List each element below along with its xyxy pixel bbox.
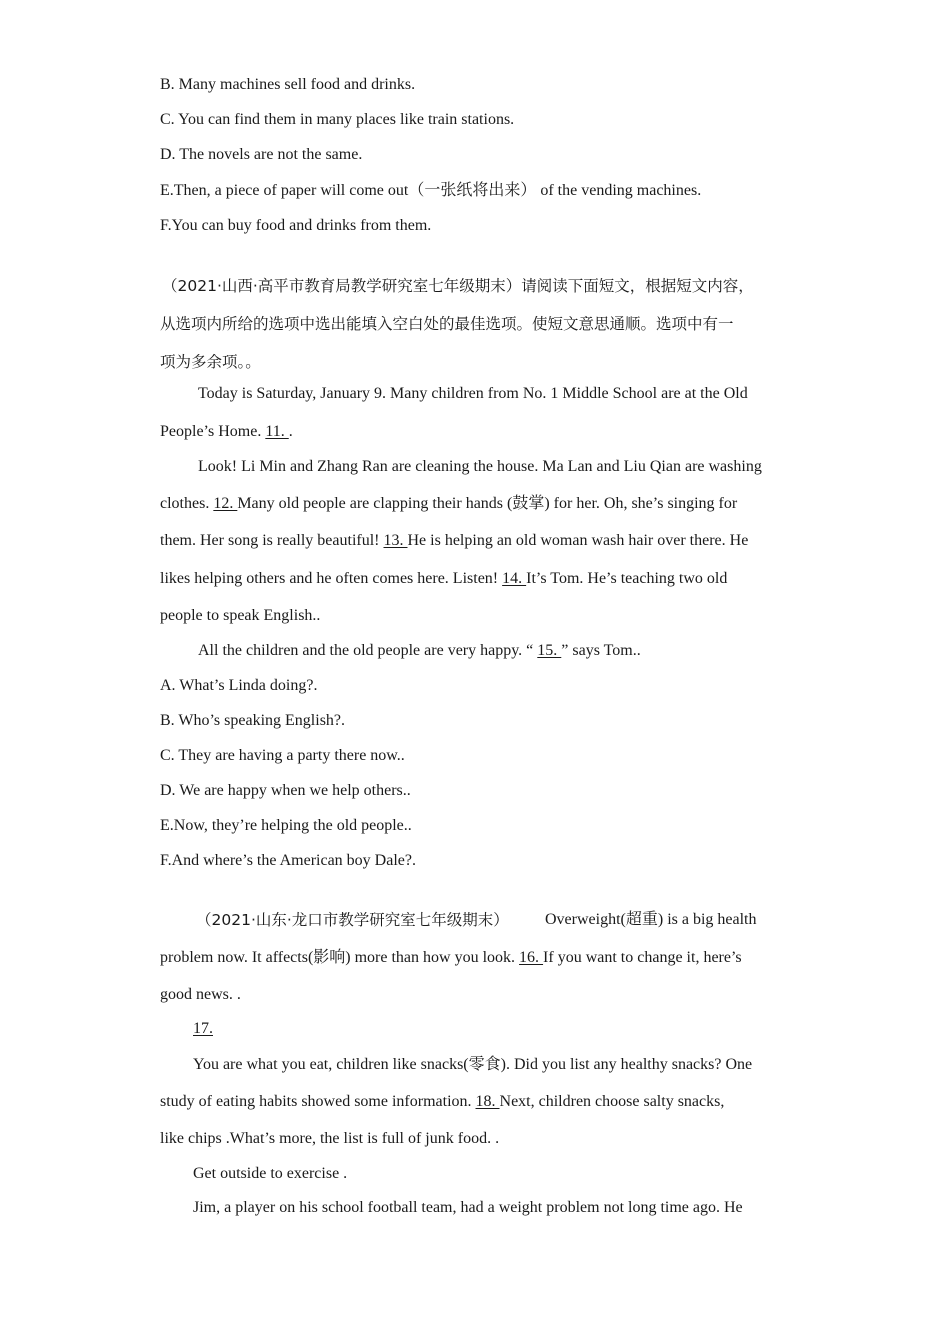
task2-intro-line3: 项为多余项。。 [160, 353, 261, 371]
blank-18: 18. [475, 1093, 500, 1110]
blank-13: 13. [383, 532, 408, 549]
option-c-set2: C. They are having a party there now.. [160, 747, 405, 764]
task2-p2-line2 [160, 494, 737, 514]
blank-17: 17. [193, 1020, 213, 1037]
task2-p2-line5: people to speak English.. [160, 607, 321, 624]
blank-11: 11. [265, 423, 289, 440]
option-d-set1: D. The novels are not the same. [160, 146, 363, 163]
text-run: If you want to change it, here’s [543, 949, 742, 966]
text-run: Many old people are clapping their hands (鼓掌) for her. Oh, she’s singing for [237, 495, 738, 512]
option-b-set2: B. Who’s speaking English?. [160, 712, 346, 729]
option-b-set1: B. Many machines sell food and drinks. [160, 76, 416, 93]
blank-16: 16. [519, 949, 544, 966]
task3-heading: Get outside to exercise . [193, 1165, 348, 1182]
task2-p2-line4 [160, 569, 727, 589]
blank-15: 15. [537, 642, 562, 659]
task3-p1-line1: Overweight(超重) is a big health [545, 911, 757, 928]
text-run: clothes. [160, 495, 214, 512]
task3-heading-blank [193, 1019, 213, 1039]
task3-p3-line1: Jim, a player on his school football team, had a weight problem not long time ago. He [193, 1199, 743, 1216]
option-f-set2: F.And where’s the American boy Dale?. [160, 852, 416, 869]
task2-p2-line3 [160, 531, 748, 551]
text-run: problem now. It affects(影响) more than how you look. [160, 949, 520, 966]
option-e-set1: E.Then, a piece of paper will come out（一张纸将出来） of the vending machines. [160, 182, 702, 199]
blank-12: 12. [213, 495, 238, 512]
task2-intro-line2: 从选项内所给的选项中选出能填入空白处的最佳选项。使短文意思通顺。选项中有一 [160, 315, 734, 333]
option-d-set2: D. We are happy when we help others.. [160, 782, 411, 799]
task2-p2-line1: Look! Li Min and Zhang Ran are cleaning the house. Ma Lan and Liu Qian are washing [198, 458, 762, 475]
task2-intro-line1: （2021·山西·高平市教育局教学研究室七年级期末）请阅读下面短文，根据短文内容， [162, 277, 754, 295]
option-c-set1: C. You can find them in many places like train stations. [160, 111, 515, 128]
task3-p2-line3: like chips .What’s more, the list is full of junk food. . [160, 1130, 500, 1147]
task3-source: （2021·山东·龙口市教学研究室七年级期末） [196, 911, 509, 929]
option-a-set2: A. What’s Linda doing?. [160, 677, 318, 694]
text-run: them. Her song is really beautiful! [160, 532, 384, 549]
task3-p1-line2 [160, 948, 742, 968]
text-run: It’s Tom. He’s teaching two old [526, 570, 728, 587]
text-run: study of eating habits showed some information. [160, 1093, 476, 1110]
text-run: People’s Home. [160, 423, 266, 440]
text-run: ” says Tom.. [561, 642, 641, 659]
text-run: All the children and the old people are very happy. “ [198, 642, 538, 659]
task3-p2-line1: You are what you eat, children like snacks(零食). Did you list any healthy snacks? One [193, 1056, 753, 1073]
task3-p1-line3: good news. . [160, 986, 241, 1003]
text-run: . [288, 423, 293, 440]
task2-p1-line1: Today is Saturday, January 9. Many children from No. 1 Middle School are at the Old [198, 385, 748, 402]
option-f-set1: F.You can buy food and drinks from them. [160, 217, 432, 234]
task2-p1-line2 [160, 422, 293, 442]
text-run: Next, children choose salty snacks, [499, 1093, 725, 1110]
task3-p2-line2 [160, 1092, 724, 1112]
blank-14: 14. [502, 570, 527, 587]
text-run: He is helping an old woman wash hair over there. He [407, 532, 749, 549]
task2-p3-line1 [198, 641, 641, 661]
text-run: likes helping others and he often comes here. Listen! [160, 570, 503, 587]
option-e-set2: E.Now, they’re helping the old people.. [160, 817, 412, 834]
